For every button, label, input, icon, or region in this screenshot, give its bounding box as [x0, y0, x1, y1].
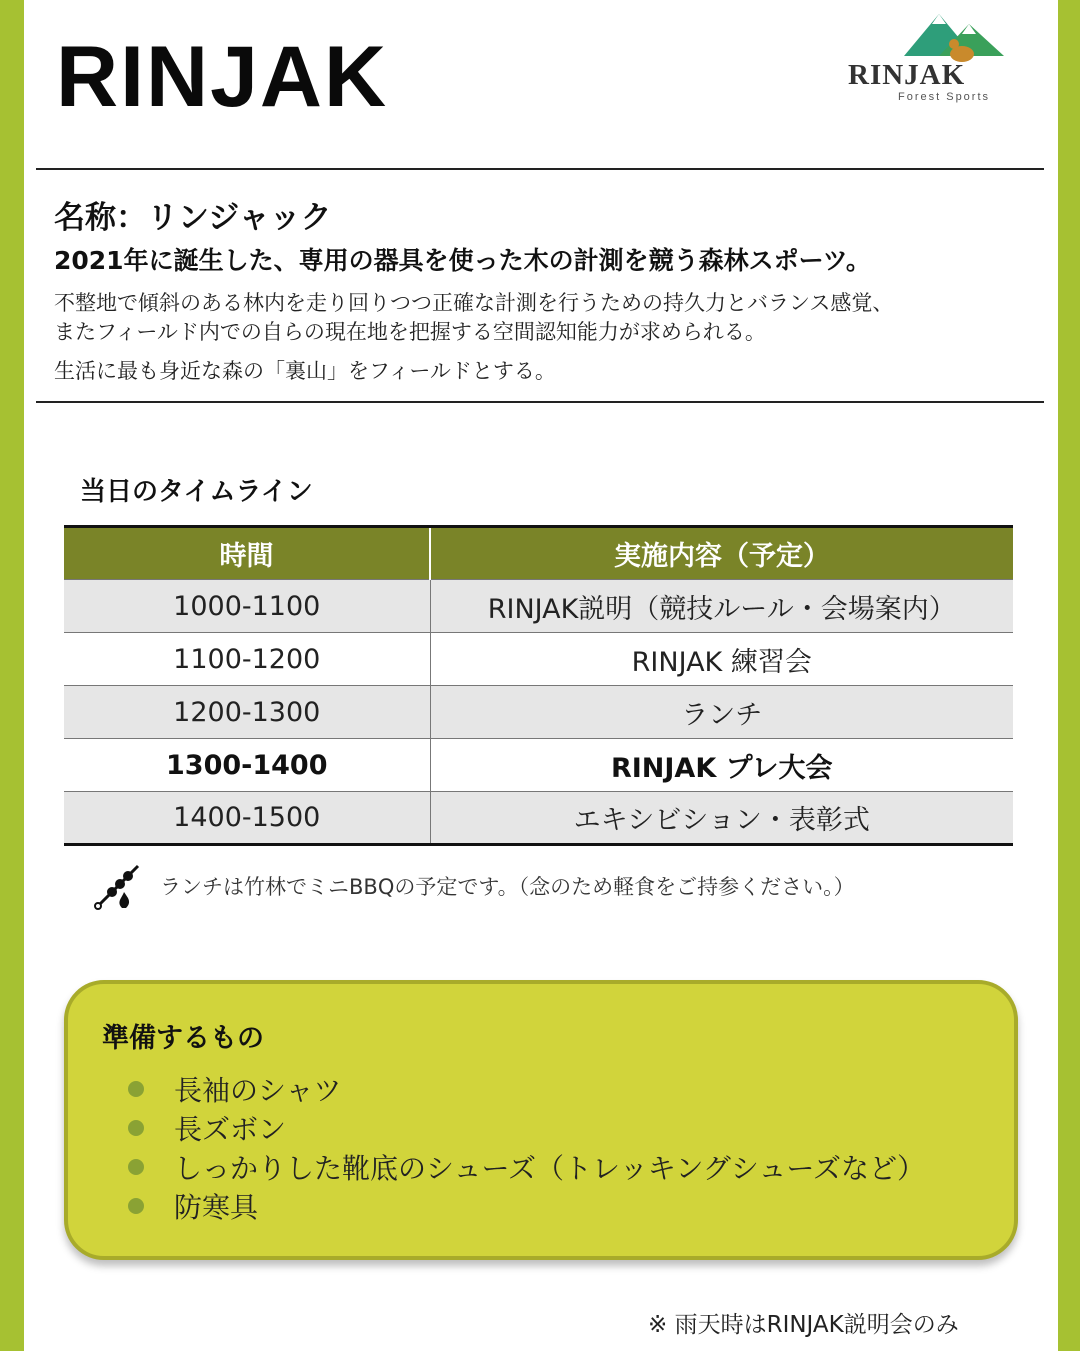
bbq-skewer-icon — [92, 860, 148, 912]
bullet-icon — [128, 1159, 144, 1175]
bullet-icon — [128, 1120, 144, 1136]
preparation-list — [128, 1069, 925, 1225]
time-cell: 1100-1200 — [64, 633, 430, 686]
description-line-3: 生活に最も身近な森の「裏山」をフィールドとする。 — [54, 359, 556, 383]
tagline: 2021年に誕生した、専用の器具を使った木の計測を競う森林スポーツ。 — [54, 246, 871, 275]
content-cell: RINJAK説明（競技ルール・会場案内） — [430, 580, 1013, 633]
table-row — [64, 686, 1013, 739]
content-cell: エキシビション・表彰式 — [430, 792, 1013, 845]
content-cell: RINJAK プレ大会 — [430, 739, 1013, 792]
logo-wordmark: RINJAK — [848, 59, 966, 91]
rain-footnote: ※ 雨天時はRINJAK説明会のみ — [648, 1312, 959, 1338]
column-header-content: 実施内容（予定） — [430, 527, 1013, 580]
list-item: 長ズボン — [128, 1108, 925, 1147]
divider-bottom — [36, 401, 1044, 403]
bullet-icon — [128, 1198, 144, 1214]
logo-subtitle: Forest Sports — [898, 91, 991, 103]
timeline-table — [64, 525, 1013, 846]
content-cell: ランチ — [430, 686, 1013, 739]
divider-top — [36, 168, 1044, 170]
page-title: RINJAK — [56, 29, 389, 125]
lunch-note-text: ランチは竹林でミニBBQの予定です。（念のため軽食をご持参ください。） — [160, 875, 855, 899]
description-line-2: またフィールド内での自らの現在地を把握する空間認知能力が求められる。 — [54, 320, 766, 344]
preparation-title: 準備するもの — [102, 1023, 264, 1054]
content-cell: RINJAK 練習会 — [430, 633, 1013, 686]
timeline-heading: 当日のタイムライン — [80, 477, 313, 507]
bullet-icon — [128, 1081, 144, 1097]
preparation-box — [64, 980, 1018, 1260]
table-row — [64, 792, 1013, 845]
list-item: しっかりした靴底のシューズ（トレッキングシューズなど） — [128, 1147, 925, 1186]
time-cell: 1200-1300 — [64, 686, 430, 739]
table-row — [64, 580, 1013, 633]
description-line-1: 不整地で傾斜のある林内を走り回りつつ正確な計測を行うための持久力とバランス感覚、 — [54, 291, 894, 315]
table-row — [64, 739, 1013, 792]
lunch-note — [92, 860, 855, 912]
time-cell: 1300-1400 — [64, 739, 430, 792]
flyer-page — [24, 0, 1058, 1351]
time-cell: 1000-1100 — [64, 580, 430, 633]
list-item: 長袖のシャツ — [128, 1069, 925, 1108]
table-row — [64, 633, 1013, 686]
name-line: 名称：リンジャック — [54, 200, 332, 236]
table-header-row — [64, 527, 1013, 580]
list-item: 防寒具 — [128, 1186, 925, 1225]
rinjak-logo — [844, 6, 1034, 116]
column-header-time: 時間 — [64, 527, 430, 580]
time-cell: 1400-1500 — [64, 792, 430, 845]
